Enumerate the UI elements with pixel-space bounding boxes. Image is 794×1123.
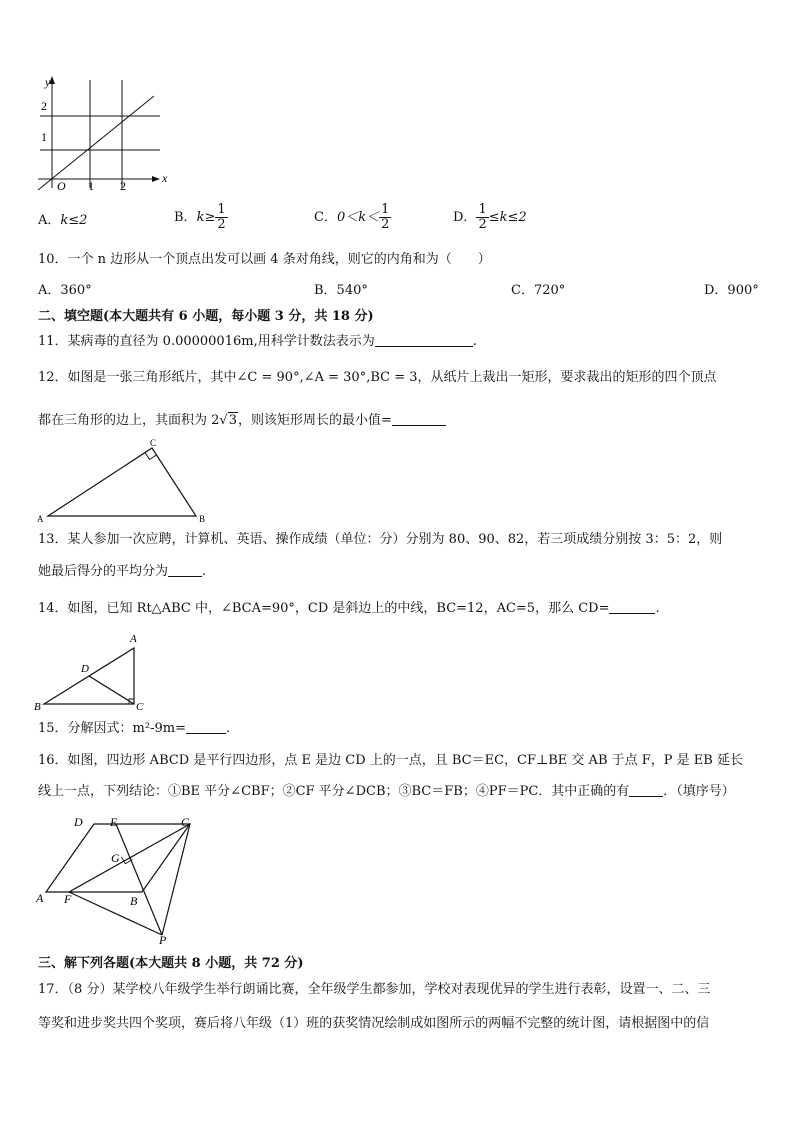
q14-text: 14．如图，已知 Rt△ABC 中，∠BCA=90°，CD 是斜边上的中线，BC=12，AC=5，那么 CD= [38,601,610,616]
point-f-label: F [64,892,72,906]
q16-line-2-tail: ．（填序号） [663,784,735,799]
vertex-b-label: B [34,701,41,713]
vertex-b-label: B [130,894,138,908]
point-e-label: E [110,815,118,829]
frac-den: 2 [478,217,487,232]
q9-option-c-text: 0＜k＜ [336,210,380,225]
q13-line-2-text: 她最后得分的平均分为 [38,564,169,579]
y-tick-2: 2 [41,99,47,113]
q14-answer-blank[interactable] [609,601,655,614]
segment-fp [69,892,162,935]
q9-option-d[interactable] [453,203,527,232]
q12-sqrt-value: 3 [228,413,237,428]
q13-answer-blank[interactable] [168,564,202,577]
section-2-heading: 二、填空题(本大题共有 6 小题，每小题 3 分，共 18 分) [38,309,374,324]
y-label: y [45,75,51,89]
frac-den: 2 [217,217,226,232]
q12-line-2-post: ，则该矩形周长的最小值= [237,413,392,428]
vertex-b-label: B [199,514,206,524]
q9-option-d-label: D． [453,210,477,225]
q15-line [38,720,230,738]
frac-num: 1 [217,202,226,217]
vertex-c-label: C [181,815,190,829]
frac-num: 1 [478,202,487,217]
q15-answer-blank[interactable] [186,721,226,734]
q14-triangle-figure [32,628,152,714]
q12-line-2 [38,412,446,430]
q9-option-d-fraction [476,203,488,232]
q11-answer-blank[interactable] [375,334,473,347]
q9-option-b-text: k≥ [196,210,216,225]
x-label: x [162,171,168,185]
q13-line-2 [38,563,206,581]
q10-option-d[interactable]: D．900° [704,283,759,298]
q15-text: 15．分解因式：m²-9m= [38,721,186,736]
median-cd [89,676,134,704]
q14-period: . [655,601,660,616]
vertex-c-label: C [150,438,157,448]
q9-option-a-label: A． [38,213,61,228]
q9-option-d-text: ≤k≤2 [488,210,527,225]
q10-option-c[interactable]: C．720° [511,283,566,298]
y-tick-1: 1 [41,130,47,144]
segment-cp [162,824,190,935]
triangle-abc [48,448,196,516]
q16-line-2-text: 线上一点，下列结论：①BE 平分∠CBF；②CF 平分∠DCB；③BC＝FB；④PF＝PC．其中正确的有 [38,784,630,799]
q9-option-c[interactable] [314,203,391,232]
vertex-a-label: A [36,891,44,905]
q9-option-b-label: B． [174,210,197,225]
q17-line-2: 等奖和进步奖共四个奖项，赛后将八年级（1）班的获奖情况绘制成如图所示的两幅不完整的统计图，请根据图中的信 [38,1016,710,1031]
point-g-label: G [111,851,120,865]
graph-line [38,96,154,190]
x-tick-1: 1 [88,179,94,193]
point-d-label: D [81,663,89,675]
vertex-a-label: A [130,633,137,645]
sqrt-sign: √ [219,413,228,428]
q10-option-b[interactable]: B．540° [314,283,368,298]
origin-label: O [57,179,66,193]
q13-line-1: 13．某人参加一次应聘，计算机、英语、操作成绩（单位：分）分别为 80、90、82，若三项成绩分别按 3：5：2，则 [38,532,723,547]
q12-answer-blank[interactable] [392,413,446,426]
vertex-d-label: D [74,815,83,829]
frac-num: 1 [381,202,390,217]
q9-option-c-label: C． [314,210,337,225]
q10-option-a[interactable]: A．360° [38,283,92,298]
q9-option-c-fraction [379,203,391,232]
frac-den: 2 [381,217,390,232]
x-tick-2: 2 [120,179,126,193]
q11-period: . [472,334,477,349]
x-arrow [152,176,160,182]
q12-line-1: 12．如图是一张三角形纸片，其中∠C = 90°,∠A = 30°,BC = 3，从纸片上裁出一矩形，要求裁出的矩形的四个顶点 [38,370,717,385]
q9-option-b[interactable] [174,203,228,232]
q9-option-a-text: k≤2 [60,213,88,228]
q11-text: 11．某病毒的直径为 0.00000016m,用科学计数法表示为 [38,334,375,349]
q14-line [38,600,660,618]
q12-line-2-pre: 都在三角形的边上，其面积为 2 [38,413,220,428]
segment-ep [116,824,162,935]
q16-line-1: 16．如图，四边形 ABCD 是平行四边形，点 E 是边 CD 上的一点，且 BC＝EC，CF⊥BE 交 AB 于点 F，P 是 EB 延长 [38,753,743,768]
vertex-c-label: C [136,701,144,713]
point-p-label: P [159,933,167,947]
q11 [38,333,477,351]
vertex-a-label: A [37,514,44,524]
q17-line-1: 17．（8 分）某学校八年级学生举行朗诵比赛，全年级学生都参加，学校对表现优异的学生进行表彰，设置一、二、三 [38,982,711,997]
q9-graph [30,72,180,197]
q15-period: . [225,721,231,736]
q13-period: . [202,564,207,579]
q10-stem: 10．一个 n 边形从一个顶点出发可以画 4 条对角线，则它的内角和为（ ） [38,252,491,267]
q9-option-b-fraction [215,203,227,232]
q16-line-2 [38,783,735,801]
q9-option-a[interactable] [38,212,87,230]
right-angle-mark [145,453,157,460]
q16-parallelogram-figure [32,812,212,948]
q12-triangle-figure [34,436,214,526]
q16-answer-blank[interactable] [629,784,663,797]
section-3-heading: 三、解下列各题(本大题共 8 小题，共 72 分) [38,956,304,971]
